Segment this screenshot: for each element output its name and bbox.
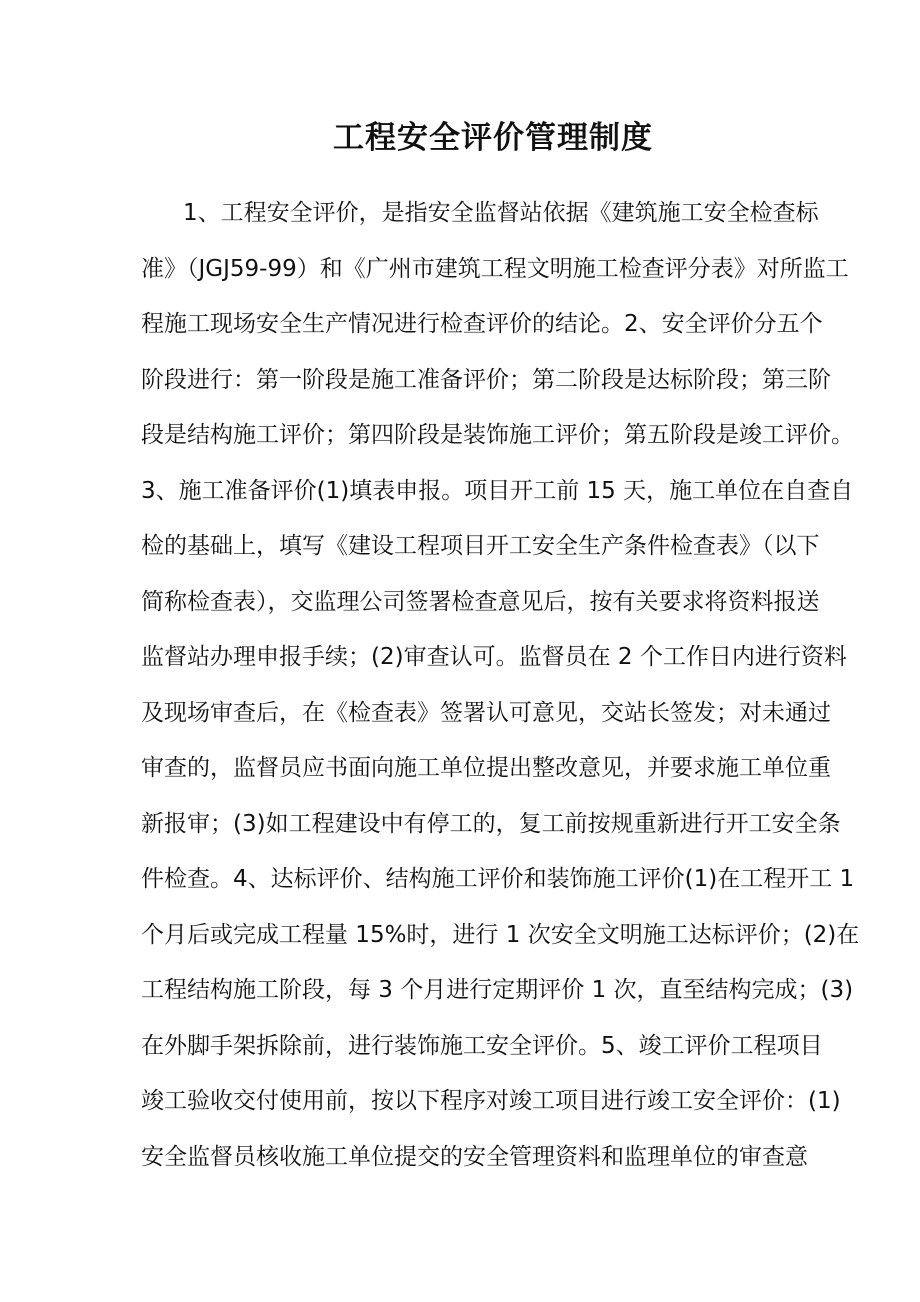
paragraph-line: 工程结构施工阶段，每 3 个月进行定期评价 1 次，直至结构完成；(3) (141, 977, 854, 1003)
paragraph-line: 监督站办理申报手续；(2)审查认可。监督员在 2 个工作日内进行资料 (141, 644, 847, 670)
paragraph-line: 竣工验收交付使用前，按以下程序对竣工项目进行竣工安全评价：(1) (141, 1088, 841, 1114)
paragraph-line: 个月后或完成工程量 15%时，进行 1 次安全文明施工达标评价；(2)在 (141, 921, 860, 948)
paragraph-line: 简称检查表），交监理公司签署检查意见后，按有关要求将资料报送 (141, 588, 820, 615)
paragraph-line: 件检查。4、达标评价、结构施工评价和装饰施工评价(1)在工程开工 1 (141, 866, 855, 892)
paragraph-line: 阶段进行：第一阶段是施工准备评价；第二阶段是达标阶段；第三阶 (141, 366, 831, 393)
paragraph-line: 3、施工准备评价(1)填表申报。项目开工前 15 天，施工单位在自查自 (141, 477, 854, 504)
document-body (141, 196, 860, 1195)
paragraph-line: 审查的，监督员应书面向施工单位提出整改意见，并要求施工单位重 (141, 755, 831, 781)
paragraph-line: 及现场审查后，在《检查表》签署认可意见，交站长签发；对未通过 (141, 699, 831, 726)
paragraph-line: 新报审；(3)如工程建设中有停工的，复工前按规重新进行开工安全条 (141, 810, 841, 837)
paragraph-line: 准》（JGJ59-99）和《广州市建筑工程文明施工检查评分表》对所监工 (141, 255, 849, 282)
paragraph-line: 安全监督员核收施工单位提交的安全管理资料和监理单位的审查意 (141, 1143, 808, 1170)
document-title: 工程安全评价管理制度 (333, 120, 653, 156)
paragraph-line: 检的基础上，填写《建设工程项目开工安全生产条件检查表》（以下 (141, 533, 820, 559)
paragraph-line: 段是结构施工评价；第四阶段是装饰施工评价；第五阶段是竣工评价。 (141, 422, 854, 448)
paragraph-line: 1、工程安全评价，是指安全监督站依据《建筑施工安全检查标 (183, 200, 819, 226)
paragraph-line: 在外脚手架拆除前，进行装饰施工安全评价。5、竣工评价工程项目 (141, 1032, 823, 1059)
paragraph-line: 程施工现场安全生产情况进行检查评价的结论。2、安全评价分五个 (141, 311, 823, 337)
